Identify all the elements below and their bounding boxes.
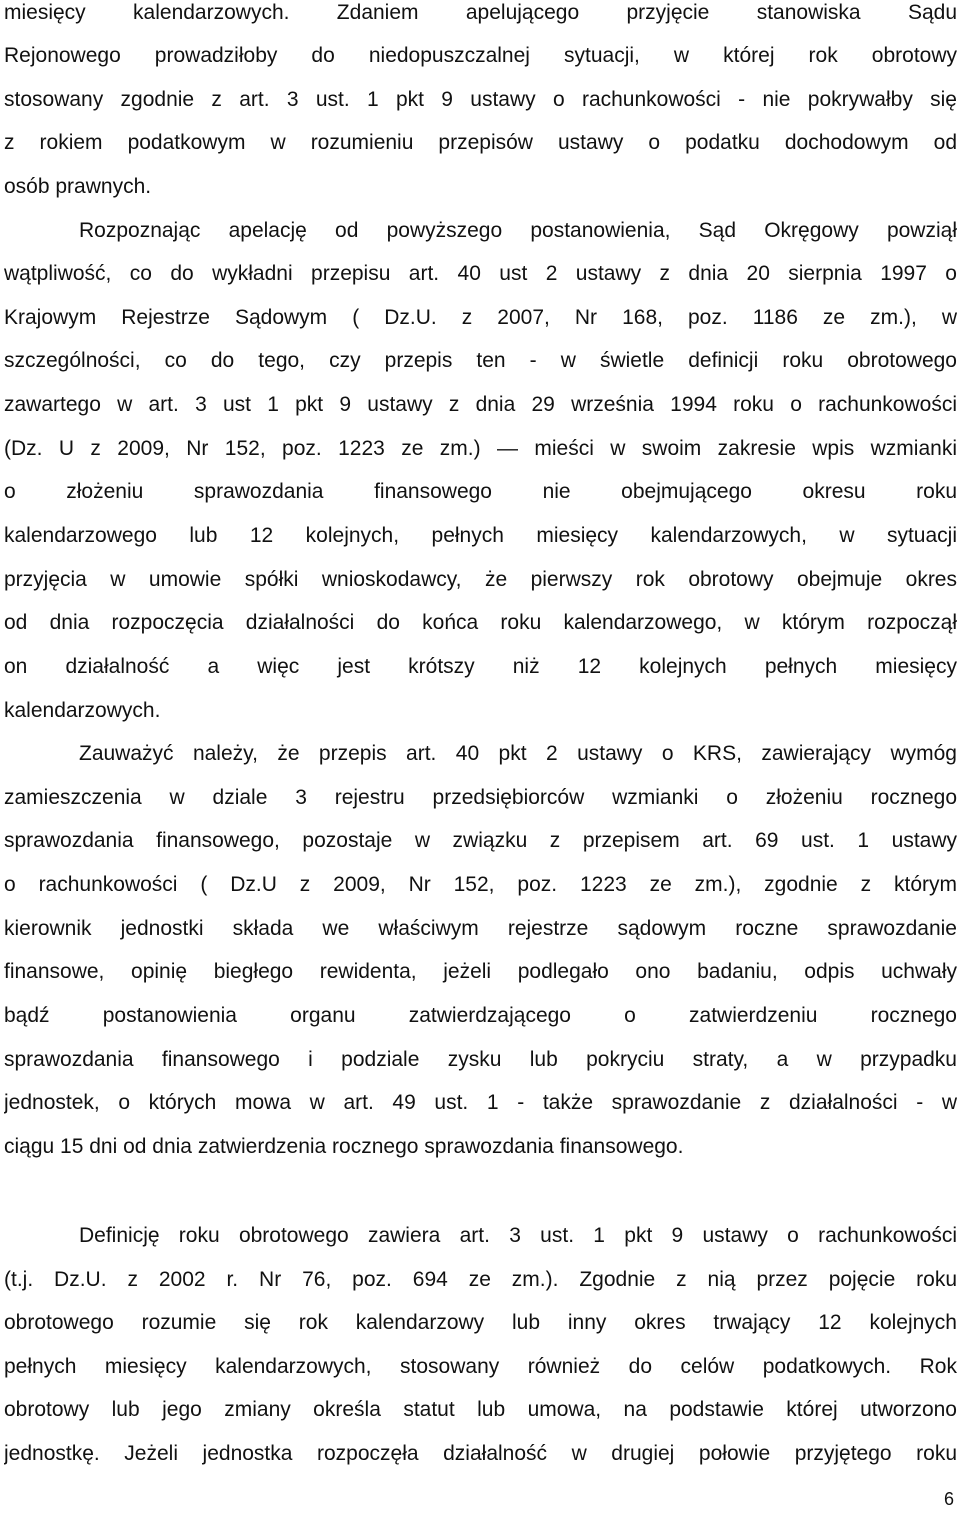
text-line: kierownik jednostki składa we właściwym rejestrze sądowym roczne sprawozdanie xyxy=(4,917,957,940)
text-line: miesięcy kalendarzowych. Zdaniem apelującego przyjęcie stanowiska Sądu xyxy=(4,1,957,24)
paragraph-first-line: Definicję roku obrotowego zawiera art. 3 ust. 1 pkt 9 ustawy o rachunkowości xyxy=(79,1224,957,1247)
text-line: zamieszczenia w dziale 3 rejestru przedsiębiorców wzmianki o złożeniu rocznego xyxy=(4,786,957,809)
text-line: (t.j. Dz.U. z 2002 r. Nr 76, poz. 694 ze zm.). Zgodnie z nią przez pojęcie roku xyxy=(4,1268,957,1291)
text-line: obrotowego rozumie się rok kalendarzowy lub inny okres trwający 12 kolejnych xyxy=(4,1311,957,1334)
text-line: osób prawnych. xyxy=(4,175,152,198)
text-line: Krajowym Rejestrze Sądowym ( Dz.U. z 2007, Nr 168, poz. 1186 ze zm.), w xyxy=(4,306,957,329)
text-line: przyjęcia w umowie spółki wnioskodawcy, że pierwszy rok obrotowy obejmuje okres xyxy=(4,568,957,591)
text-line: jednostkę. Jeżeli jednostka rozpoczęła działalność w drugiej połowie przyjętego roku xyxy=(4,1442,957,1465)
paragraph-first-line: Rozpoznając apelację od powyższego postanowienia, Sąd Okręgowy powziął xyxy=(79,219,957,242)
text-line: on działalność a więc jest krótszy niż 12 kolejnych pełnych miesięcy xyxy=(4,655,957,678)
text-line: Rejonowego prowadziłoby do niedopuszczalnej sytuacji, w której rok obrotowy xyxy=(4,44,957,67)
text-line: (Dz. U z 2009, Nr 152, poz. 1223 ze zm.) — mieści w swoim zakresie wpis wzmianki xyxy=(4,437,957,460)
text-line: bądź postanowienia organu zatwierdzającego o zatwierdzeniu rocznego xyxy=(4,1004,957,1027)
text-line: stosowany zgodnie z art. 3 ust. 1 pkt 9 ustawy o rachunkowości - nie pokrywałby się xyxy=(4,88,957,111)
text-line: jednostek, o których mowa w art. 49 ust. 1 - także sprawozdanie z działalności - w xyxy=(4,1091,957,1114)
text-line: wątpliwość, co do wykładni przepisu art. 40 ust 2 ustawy z dnia 20 sierpnia 1997 o xyxy=(4,262,957,285)
text-line: sprawozdania finansowego i podziale zysku lub pokryciu straty, a w przypadku xyxy=(4,1048,957,1071)
text-line: o złożeniu sprawozdania finansowego nie obejmującego okresu roku xyxy=(4,480,957,503)
text-line: pełnych miesięcy kalendarzowych, stosowany również do celów podatkowych. Rok xyxy=(4,1355,957,1378)
paragraph-first-line: Zauważyć należy, że przepis art. 40 pkt 2 ustawy o KRS, zawierający wymóg xyxy=(79,742,957,765)
text-line: szczególności, co do tego, czy przepis ten - w świetle definicji roku obrotowego xyxy=(4,349,957,372)
text-line: kalendarzowego lub 12 kolejnych, pełnych miesięcy kalendarzowych, w sytuacji xyxy=(4,524,957,547)
text-line: zawartego w art. 3 ust 1 pkt 9 ustawy z dnia 29 września 1994 roku o rachunkowości xyxy=(4,393,957,416)
text-line: z rokiem podatkowym w rozumieniu przepisów ustawy o podatku dochodowym od xyxy=(4,131,957,154)
text-line: od dnia rozpoczęcia działalności do końca roku kalendarzowego, w którym rozpoczął xyxy=(4,611,957,634)
text-line: obrotowy lub jego zmiany określa statut lub umowa, na podstawie której utworzono xyxy=(4,1398,957,1421)
page-number: 6 xyxy=(943,1489,954,1509)
text-line: ciągu 15 dni od dnia zatwierdzenia rocznego sprawozdania finansowego. xyxy=(4,1135,684,1158)
text-line: o rachunkowości ( Dz.U z 2009, Nr 152, poz. 1223 ze zm.), zgodnie z którym xyxy=(4,873,957,896)
text-line: finansowe, opinię biegłego rewidenta, jeżeli podlegało ono badaniu, odpis uchwały xyxy=(4,960,957,983)
text-line: sprawozdania finansowego, pozostaje w związku z przepisem art. 69 ust. 1 ustawy xyxy=(4,829,957,852)
text-line: kalendarzowych. xyxy=(4,699,161,722)
